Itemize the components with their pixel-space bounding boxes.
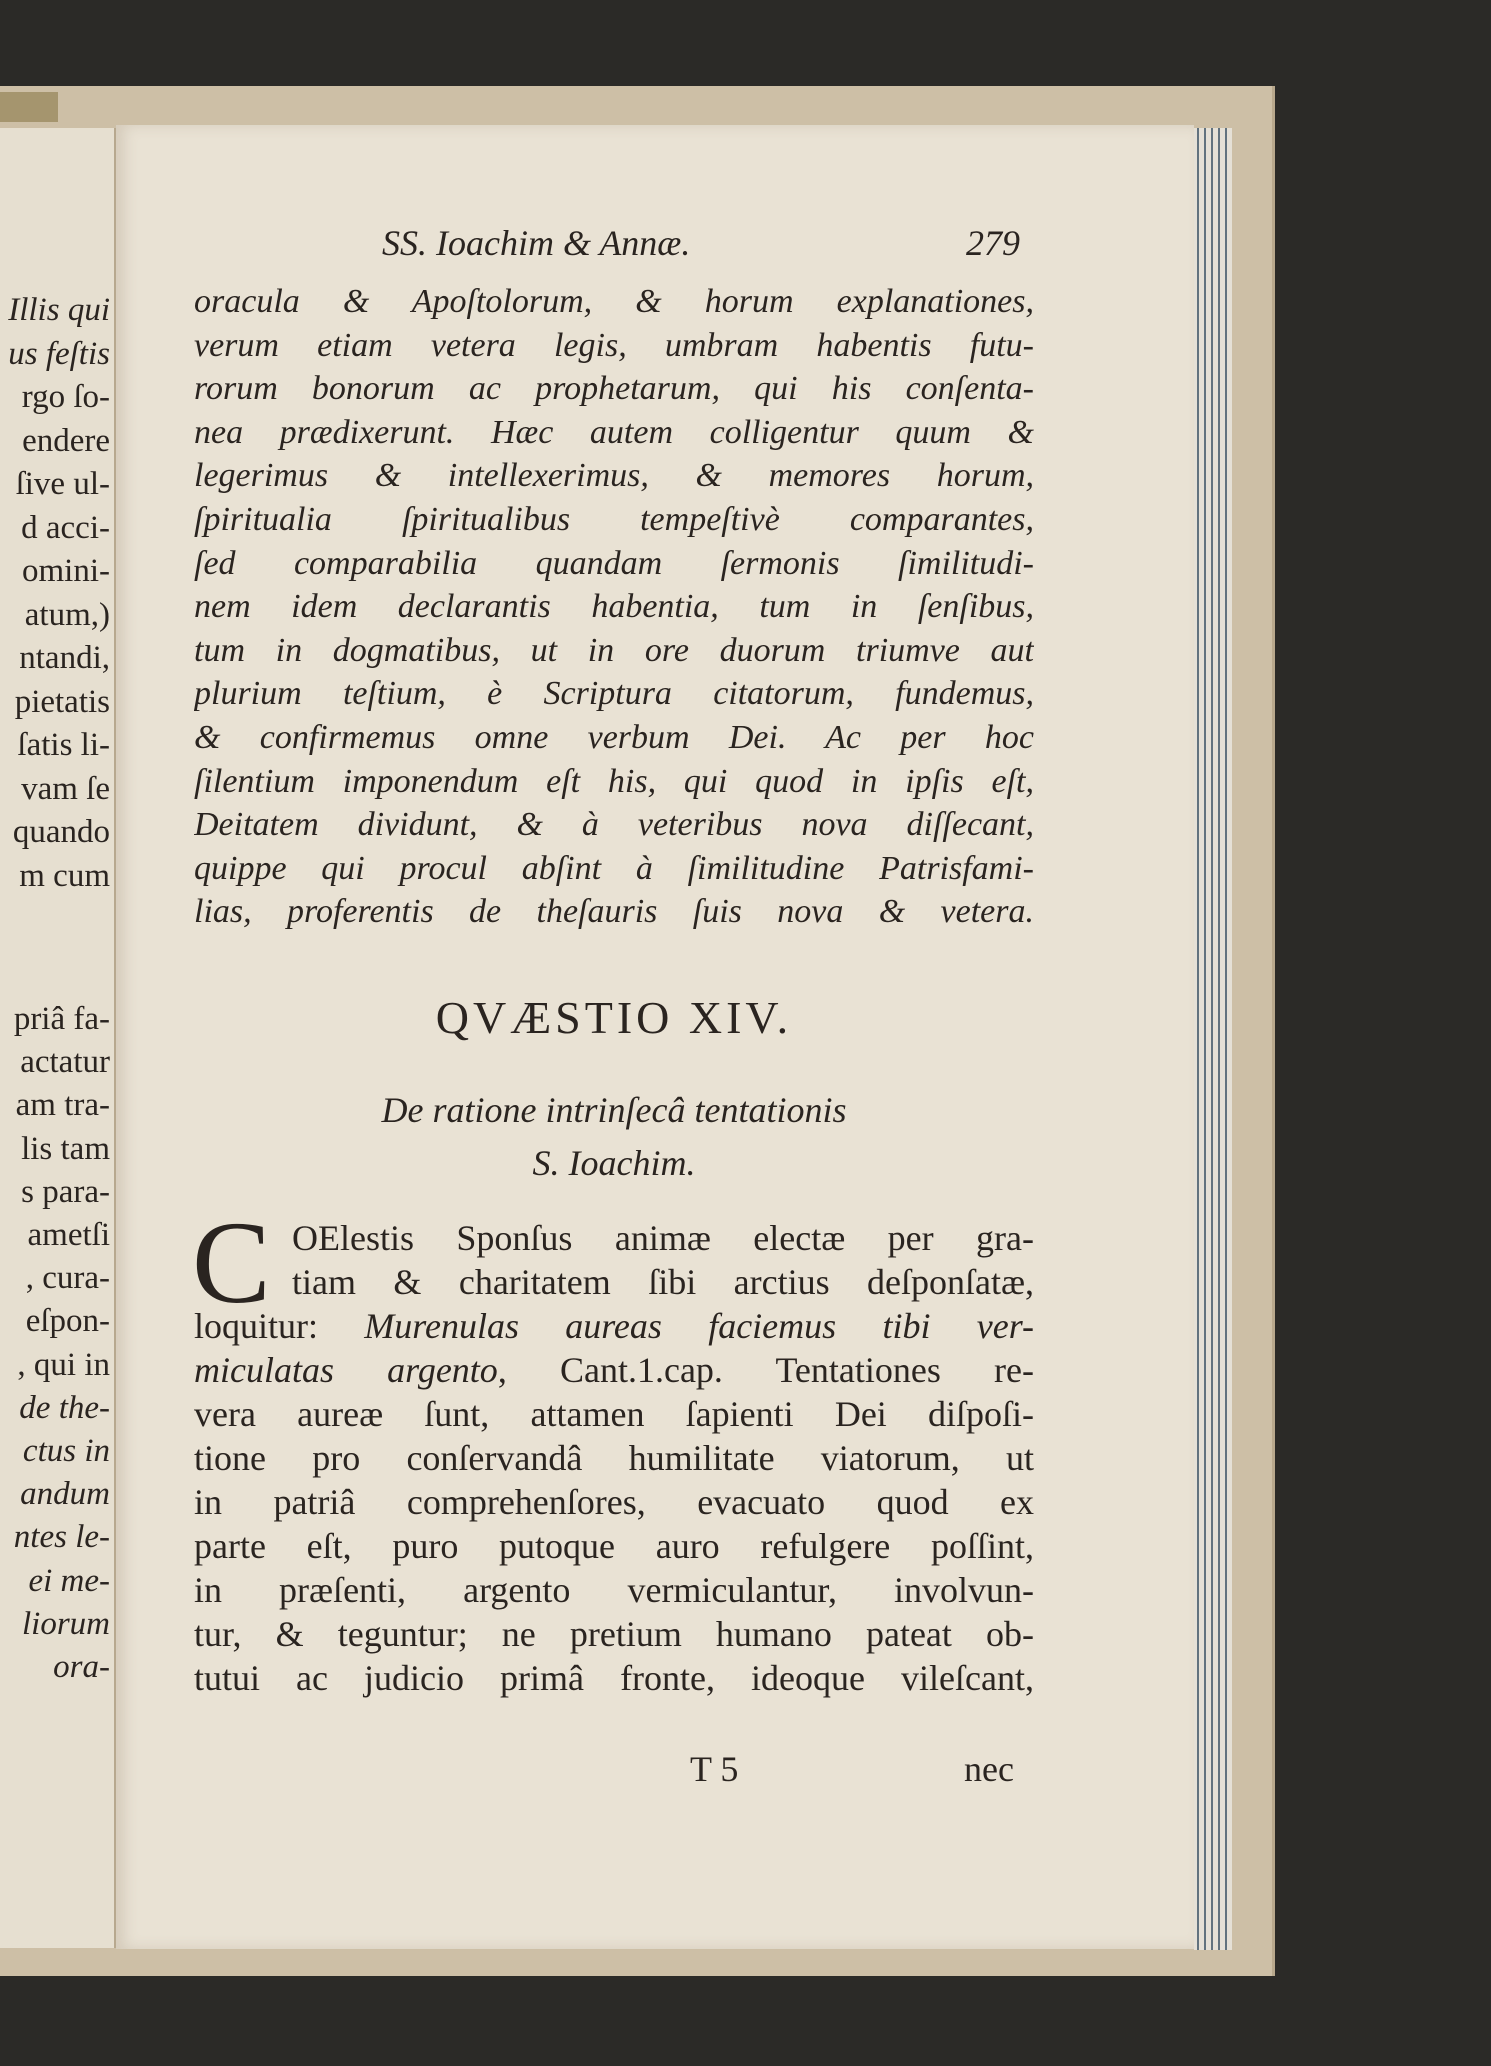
- question-heading: QVÆSTIO XIV.: [435, 992, 793, 1043]
- body-line: OElestis Sponſus animæ electæ per gra-: [292, 1218, 1034, 1258]
- left-page-line: priâ fa-: [13, 1001, 110, 1037]
- body-line: vera aureæ ſunt, attamen ſapienti Dei diſpoſi-: [194, 1394, 1034, 1434]
- left-page-line: ctus in: [22, 1433, 110, 1469]
- page-edges: [1194, 128, 1232, 1950]
- left-page-line: Illis qui: [8, 292, 110, 328]
- scripture-quote: Murenulas aureas faciemus tibi ver-: [364, 1306, 1034, 1346]
- italic-line: & confirmemus omne verbum Dei. Ac per hoc: [194, 719, 1034, 756]
- left-page-line: andum: [20, 1476, 110, 1513]
- left-page-line: m cum: [19, 857, 110, 894]
- body-line: tutui ac judicio primâ fronte, ideoque vileſcant,: [194, 1658, 1034, 1698]
- marbled-endpaper: [0, 92, 58, 122]
- drop-cap: C: [192, 1197, 271, 1328]
- page-number: 279: [966, 223, 1020, 263]
- left-page-line: ſive ul-: [15, 466, 110, 502]
- left-page-line: ntandi,: [19, 640, 110, 676]
- catchword: nec: [964, 1749, 1014, 1789]
- left-page-line: de the-: [19, 1389, 110, 1426]
- left-page-line: lis tam: [21, 1130, 110, 1167]
- body-line: tur, & teguntur; ne pretium humano pateat ob-: [194, 1614, 1034, 1654]
- italic-line: quippe qui procul abſint à ſimilitudine Patrisfami-: [194, 849, 1034, 887]
- italic-line: tum in dogmatibus, ut in ore duorum triumve aut: [194, 631, 1034, 669]
- italic-line: verum etiam vetera legis, umbram habentis futu-: [194, 326, 1034, 364]
- body-line: in præſenti, argento vermiculantur, involvun-: [194, 1570, 1034, 1610]
- italic-line: rorum bonorum ac prophetarum, qui his conſenta-: [194, 370, 1034, 408]
- left-page-line: rgo ſo-: [21, 379, 110, 415]
- body-line: [194, 1304, 1034, 1348]
- signature-mark: T 5: [690, 1749, 739, 1789]
- scripture-quote: miculatas argento: [194, 1350, 498, 1390]
- left-page-line: am tra-: [15, 1087, 110, 1124]
- italic-line: ſed comparabilia quandam ſermonis ſimilitudi-: [194, 544, 1034, 582]
- left-page-line: omini-: [22, 553, 110, 589]
- left-page-line: d acci-: [21, 509, 110, 546]
- left-page-line: ſatis li-: [17, 727, 110, 763]
- italic-line: nea prædixerunt. Hæc autem colligentur quum &: [194, 413, 1034, 451]
- body-line: parte eſt, puro putoque auro refulgere poſſint,: [194, 1526, 1034, 1566]
- italic-line: nem idem declarantis habentia, tum in ſenſibus,: [194, 588, 1034, 626]
- left-page-line: vam ſe: [21, 770, 110, 807]
- body-line: in patriâ comprehenſores, evacuato quod ex: [194, 1482, 1034, 1522]
- left-page-line: ei me-: [28, 1562, 110, 1599]
- left-page-line: endere: [22, 422, 110, 459]
- body-text: loquitur:: [194, 1306, 365, 1346]
- left-page-line: eſpon-: [25, 1303, 110, 1340]
- italic-line: oracula & Apoſtolorum, & horum explanationes,: [194, 283, 1034, 320]
- left-page-line: ametſi: [27, 1217, 110, 1253]
- running-title: SS. Ioachim & Annæ.: [382, 223, 691, 263]
- left-page-line: actatur: [20, 1044, 110, 1081]
- left-page-line: ora-: [53, 1649, 110, 1685]
- body-text: , Cant.1.cap. Tentationes re-: [497, 1350, 1034, 1390]
- left-page-line: ntes le-: [13, 1519, 110, 1556]
- body-line: tiam & charitatem ſibi arctius deſponſatæ,: [292, 1262, 1034, 1302]
- left-page-line: , cura-: [25, 1260, 110, 1297]
- italic-line: plurium teſtium, è Scriptura citatorum, fundemus,: [194, 675, 1034, 713]
- body-line: tione pro conſervandâ humilitate viatorum, ut: [194, 1438, 1034, 1478]
- left-page-line: s para-: [21, 1173, 110, 1210]
- question-subtitle-2: S. Ioachim.: [532, 1143, 696, 1183]
- italic-line: lias, proferentis de theſauris ſuis nova & vetera.: [194, 893, 1034, 931]
- left-page-line: us feſtis: [8, 335, 110, 372]
- italic-line: ſpiritualia ſpiritualibus tempeſtivè comparantes,: [194, 501, 1034, 538]
- left-page-line: liorum: [21, 1605, 110, 1642]
- left-page-line: atum,): [24, 596, 110, 633]
- left-page-line: pietatis: [14, 683, 110, 720]
- italic-line: ſilentium imponendum eſt his, qui quod in ipſis eſt,: [194, 762, 1034, 800]
- italic-line: legerimus & intellexerimus, & memores horum,: [194, 457, 1034, 495]
- italic-line: Deitatem dividunt, & à veteribus nova diſſecant,: [194, 806, 1034, 844]
- body-line: [194, 1348, 1034, 1392]
- question-subtitle: De ratione intrinſecâ tentationis: [381, 1090, 847, 1130]
- left-page: [0, 128, 116, 1948]
- left-page-line: quando: [12, 814, 110, 850]
- left-page-line: , qui in: [17, 1346, 110, 1383]
